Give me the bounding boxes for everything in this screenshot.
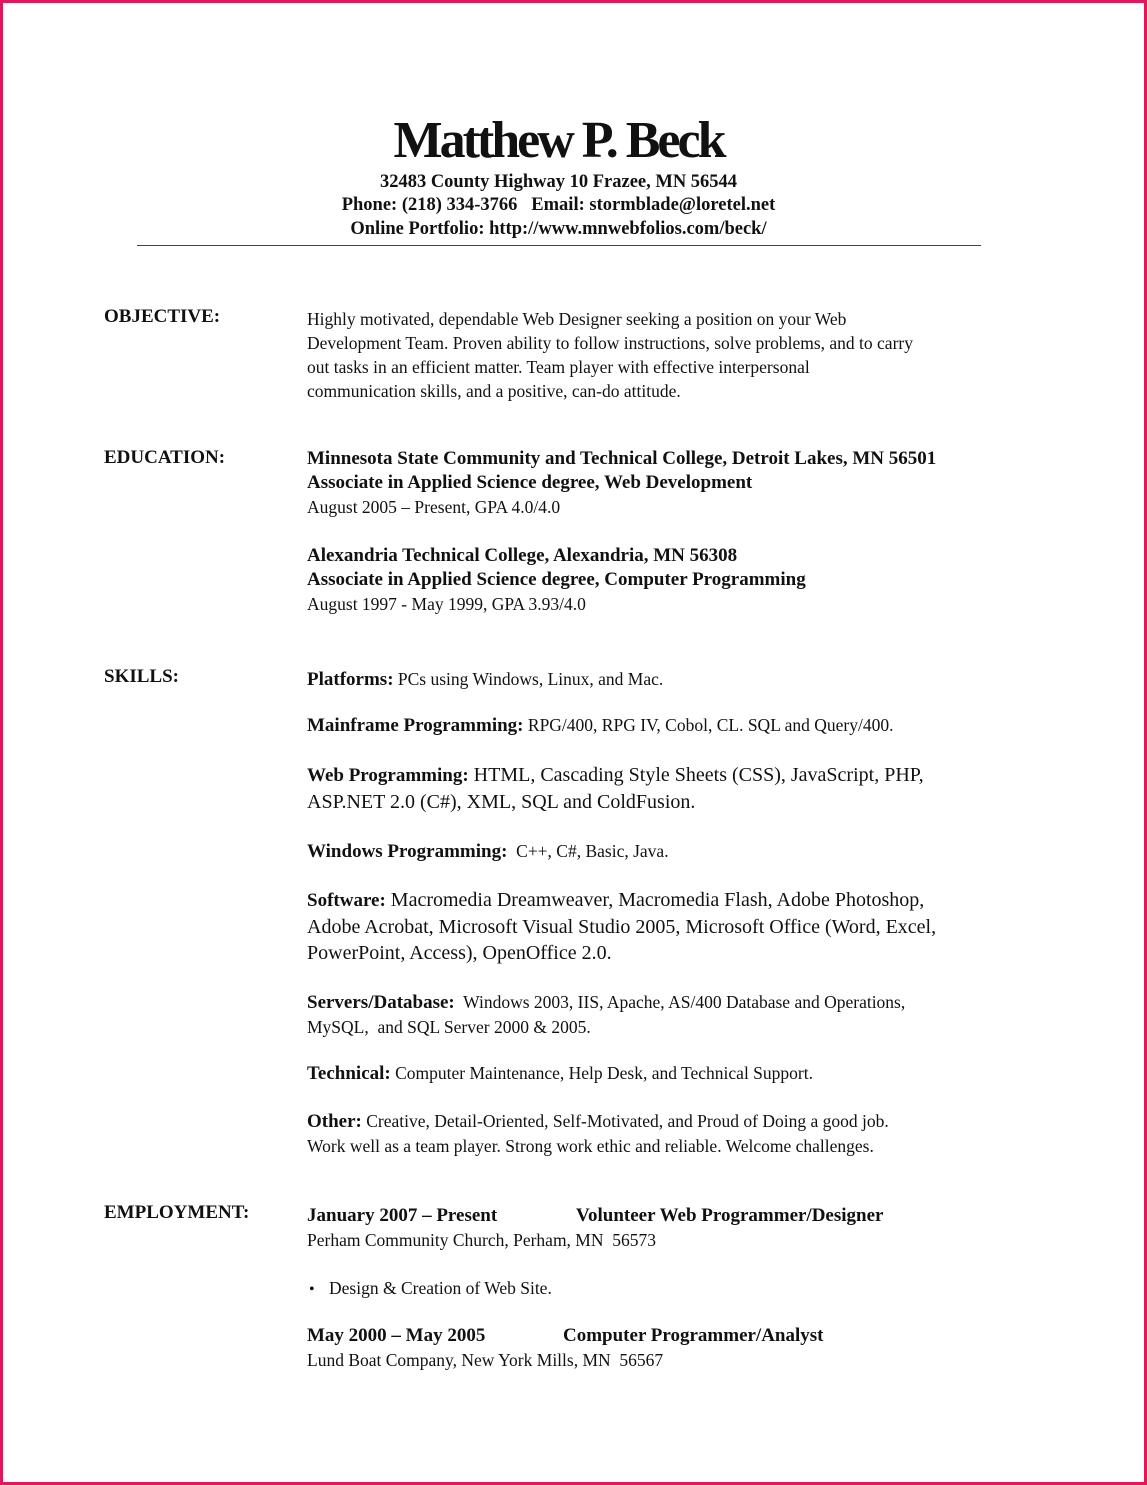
duty-item: • Design & Creation of Web Site. bbox=[309, 1276, 1049, 1302]
objective-line: communication skills, and a positive, can-do attitude. bbox=[307, 381, 681, 401]
skill-text: ASP.NET 2.0 (C#), XML, SQL and ColdFusion. bbox=[307, 791, 696, 813]
education-label: EDUCATION: bbox=[104, 447, 226, 468]
skill-term: Servers/Database: bbox=[307, 992, 455, 1013]
skill-text: Adobe Acrobat, Microsoft Visual Studio 2005, Microsoft Office (Word, Excel, bbox=[307, 916, 937, 938]
address-line: 32483 County Highway 10 Frazee, MN 56544 bbox=[379, 172, 738, 192]
education-entry bbox=[307, 447, 1047, 519]
job-dates: May 2000 – May 2005 bbox=[307, 1325, 486, 1346]
objective-label: OBJECTIVE: bbox=[104, 306, 221, 327]
skill-text: Work well as a team player. Strong work ethic and reliable. Welcome challenges. bbox=[307, 1136, 874, 1156]
employment-label: EMPLOYMENT: bbox=[104, 1202, 250, 1223]
objective-text bbox=[307, 307, 1047, 403]
skill-text: Windows 2003, IIS, Apache, AS/400 Database and Operations, bbox=[454, 992, 906, 1012]
job-duties bbox=[309, 1276, 1049, 1302]
job-employer: Lund Boat Company, New York Mills, MN 56567 bbox=[307, 1350, 664, 1370]
skill-term: Technical: bbox=[307, 1063, 391, 1084]
skill-mainframe bbox=[307, 713, 1047, 738]
skill-term: Mainframe Programming: bbox=[307, 715, 524, 736]
skill-term: Other: bbox=[307, 1111, 362, 1132]
candidate-name: Matthew P. Beck bbox=[393, 112, 724, 169]
skill-text: PowerPoint, Access), OpenOffice 2.0. bbox=[307, 942, 612, 964]
skill-software bbox=[307, 887, 1047, 966]
skill-text: PCs using Windows, Linux, and Mac. bbox=[393, 669, 664, 689]
job-entry bbox=[307, 1204, 1047, 1252]
skill-other bbox=[307, 1109, 1047, 1158]
school-name: Minnesota State Community and Technical College, Detroit Lakes, MN 56501 bbox=[307, 448, 937, 469]
skill-windows bbox=[307, 839, 1047, 864]
degree: Associate in Applied Science degree, Computer Programming bbox=[307, 569, 806, 590]
education-entry bbox=[307, 544, 1047, 616]
skill-term: Platforms: bbox=[307, 669, 394, 690]
skill-text: Macromedia Dreamweaver, Macromedia Flash, Adobe Photoshop, bbox=[385, 889, 925, 911]
school-name: Alexandria Technical College, Alexandria, MN 56308 bbox=[307, 545, 738, 566]
header-divider bbox=[137, 245, 981, 246]
job-dates: January 2007 – Present bbox=[307, 1205, 498, 1226]
skill-text: Computer Maintenance, Help Desk, and Technical Support. bbox=[390, 1063, 813, 1083]
duty-list bbox=[309, 1276, 1049, 1302]
job-header bbox=[307, 1204, 1047, 1228]
job-employer: Perham Community Church, Perham, MN 56573 bbox=[307, 1230, 657, 1250]
phone-email-line: Phone: (218) 334-3766 Email: stormblade@loretel.net bbox=[341, 195, 776, 215]
education-details: August 1997 - May 1999, GPA 3.93/4.0 bbox=[307, 594, 586, 614]
skill-text: RPG/400, RPG IV, Cobol, CL. SQL and Query/400. bbox=[523, 715, 894, 735]
skill-web bbox=[307, 762, 1047, 815]
job-title: Computer Programmer/Analyst bbox=[563, 1325, 824, 1346]
skill-term: Web Programming: bbox=[307, 765, 469, 786]
objective-line: out tasks in an efficient matter. Team player with effective interpersonal bbox=[307, 357, 810, 377]
skill-platforms bbox=[307, 667, 1047, 692]
skill-text: Creative, Detail-Oriented, Self-Motivated, and Proud of Doing a good job. bbox=[361, 1111, 889, 1131]
objective-line: Highly motivated, dependable Web Designer seeking a position on your Web bbox=[307, 309, 847, 329]
job-title: Volunteer Web Programmer/Designer bbox=[576, 1205, 884, 1226]
skill-text: C++, C#, Basic, Java. bbox=[507, 841, 669, 861]
degree: Associate in Applied Science degree, Web Development bbox=[307, 472, 753, 493]
skill-servers bbox=[307, 990, 1047, 1039]
objective-line: Development Team. Proven ability to follow instructions, solve problems, and to carry bbox=[307, 333, 913, 353]
portfolio-line: Online Portfolio: http://www.mnwebfolios.com/beck/ bbox=[350, 219, 767, 239]
job-entry bbox=[307, 1324, 1047, 1372]
skill-term: Software: bbox=[307, 890, 386, 911]
skill-term: Windows Programming: bbox=[307, 841, 508, 862]
skills-label: SKILLS: bbox=[104, 666, 179, 687]
skill-technical bbox=[307, 1061, 1047, 1086]
skill-text: MySQL, and SQL Server 2000 & 2005. bbox=[307, 1017, 591, 1037]
education-details: August 2005 – Present, GPA 4.0/4.0 bbox=[307, 497, 561, 517]
skill-text: HTML, Cascading Style Sheets (CSS), JavaScript, PHP, bbox=[468, 764, 924, 786]
job-header bbox=[307, 1324, 1047, 1348]
